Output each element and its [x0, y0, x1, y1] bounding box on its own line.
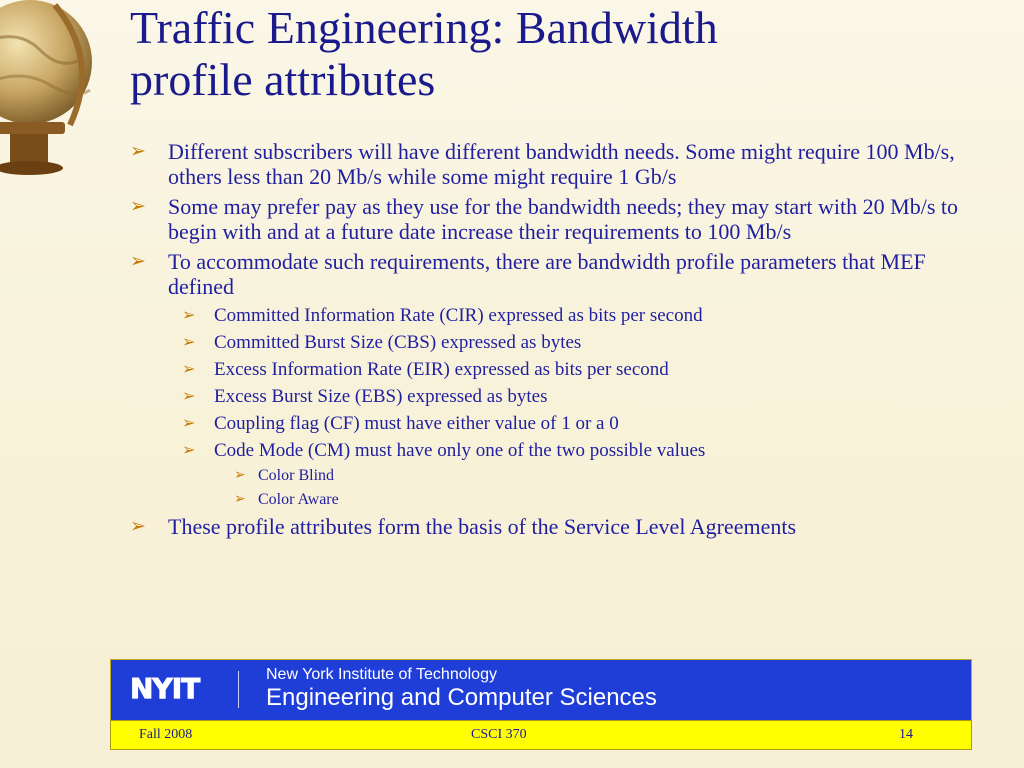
sub-bullet-text: Excess Burst Size (EBS) expressed as bytes — [214, 386, 548, 407]
arrow-bullet-icon: ➢ — [182, 361, 196, 378]
footer-course: CSCI 370 — [471, 727, 527, 742]
bullet-text: Different subscribers will have different bandwidth needs. Some might require 100 Mb/s, others less than 20 Mb/s while some might require 1 Gb/s — [168, 139, 955, 189]
sub-sub-bullet-item — [130, 467, 990, 485]
sub-bullet-item — [130, 386, 990, 407]
arrow-bullet-icon: ➢ — [234, 468, 246, 483]
slide-title — [130, 2, 1010, 106]
arrow-bullet-icon: ➢ — [182, 388, 196, 405]
arrow-bullet-icon: ➢ — [130, 196, 146, 217]
arrow-bullet-icon: ➢ — [130, 516, 146, 537]
arrow-bullet-icon: ➢ — [130, 141, 146, 162]
institution-name: New York Institute of Technology — [266, 666, 497, 683]
footer-bar — [110, 720, 972, 750]
arrow-bullet-icon: ➢ — [182, 307, 196, 324]
sub-bullet-item — [130, 359, 990, 380]
nyit-logo — [126, 671, 239, 708]
department-name: Engineering and Computer Sciences — [266, 684, 657, 711]
slide-content — [130, 140, 990, 546]
arrow-bullet-icon: ➢ — [234, 492, 246, 507]
globe-icon — [0, 0, 120, 175]
arrow-bullet-icon: ➢ — [182, 415, 196, 432]
bullet-list — [130, 515, 990, 540]
bullet-text: These profile attributes form the basis of the Service Level Agreements — [168, 514, 797, 539]
sub-bullet-text: Excess Information Rate (EIR) expressed as bits per second — [214, 359, 669, 380]
sub-bullet-text: Committed Burst Size (CBS) expressed as bytes — [214, 332, 582, 353]
bullet-item — [130, 140, 990, 189]
bullet-text: To accommodate such requirements, there are bandwidth profile parameters that MEF defined — [168, 249, 926, 299]
footer-date: Fall 2008 — [139, 727, 193, 742]
sub-bullet-item — [130, 332, 990, 353]
arrow-bullet-icon: ➢ — [182, 442, 196, 459]
sub-bullet-text: Code Mode (CM) must have only one of the two possible values — [214, 440, 706, 461]
sub-sub-bullet-list — [130, 467, 990, 509]
sub-sub-bullet-text: Color Aware — [258, 491, 339, 508]
sub-bullet-list — [130, 305, 990, 461]
sub-bullet-text: Committed Information Rate (CIR) expressed as bits per second — [214, 305, 703, 326]
page-number: 14 — [899, 727, 913, 742]
bullet-item — [130, 515, 990, 540]
sub-bullet-item — [130, 305, 990, 326]
sub-bullet-item — [130, 413, 990, 434]
arrow-bullet-icon: ➢ — [182, 334, 196, 351]
bullet-item — [130, 195, 990, 244]
sub-sub-bullet-text: Color Blind — [258, 467, 335, 484]
bullet-list — [130, 140, 990, 299]
sub-bullet-item — [130, 440, 990, 461]
footer-banner — [110, 659, 972, 721]
bullet-text: Some may prefer pay as they use for the bandwidth needs; they may start with 20 Mb/s to begin with and at a future date increase their requirements to 100 Mb/s — [168, 194, 958, 244]
sub-sub-bullet-item — [130, 491, 990, 509]
bullet-item — [130, 250, 990, 299]
slide-title-line-2: profile attributes — [130, 54, 436, 105]
arrow-bullet-icon: ➢ — [130, 251, 146, 272]
slide-title-line-1: Traffic Engineering: Bandwidth — [130, 2, 718, 53]
sub-bullet-text: Coupling flag (CF) must have either value of 1 or a 0 — [214, 413, 619, 434]
nyit-logo-text: NYIT — [130, 672, 200, 705]
